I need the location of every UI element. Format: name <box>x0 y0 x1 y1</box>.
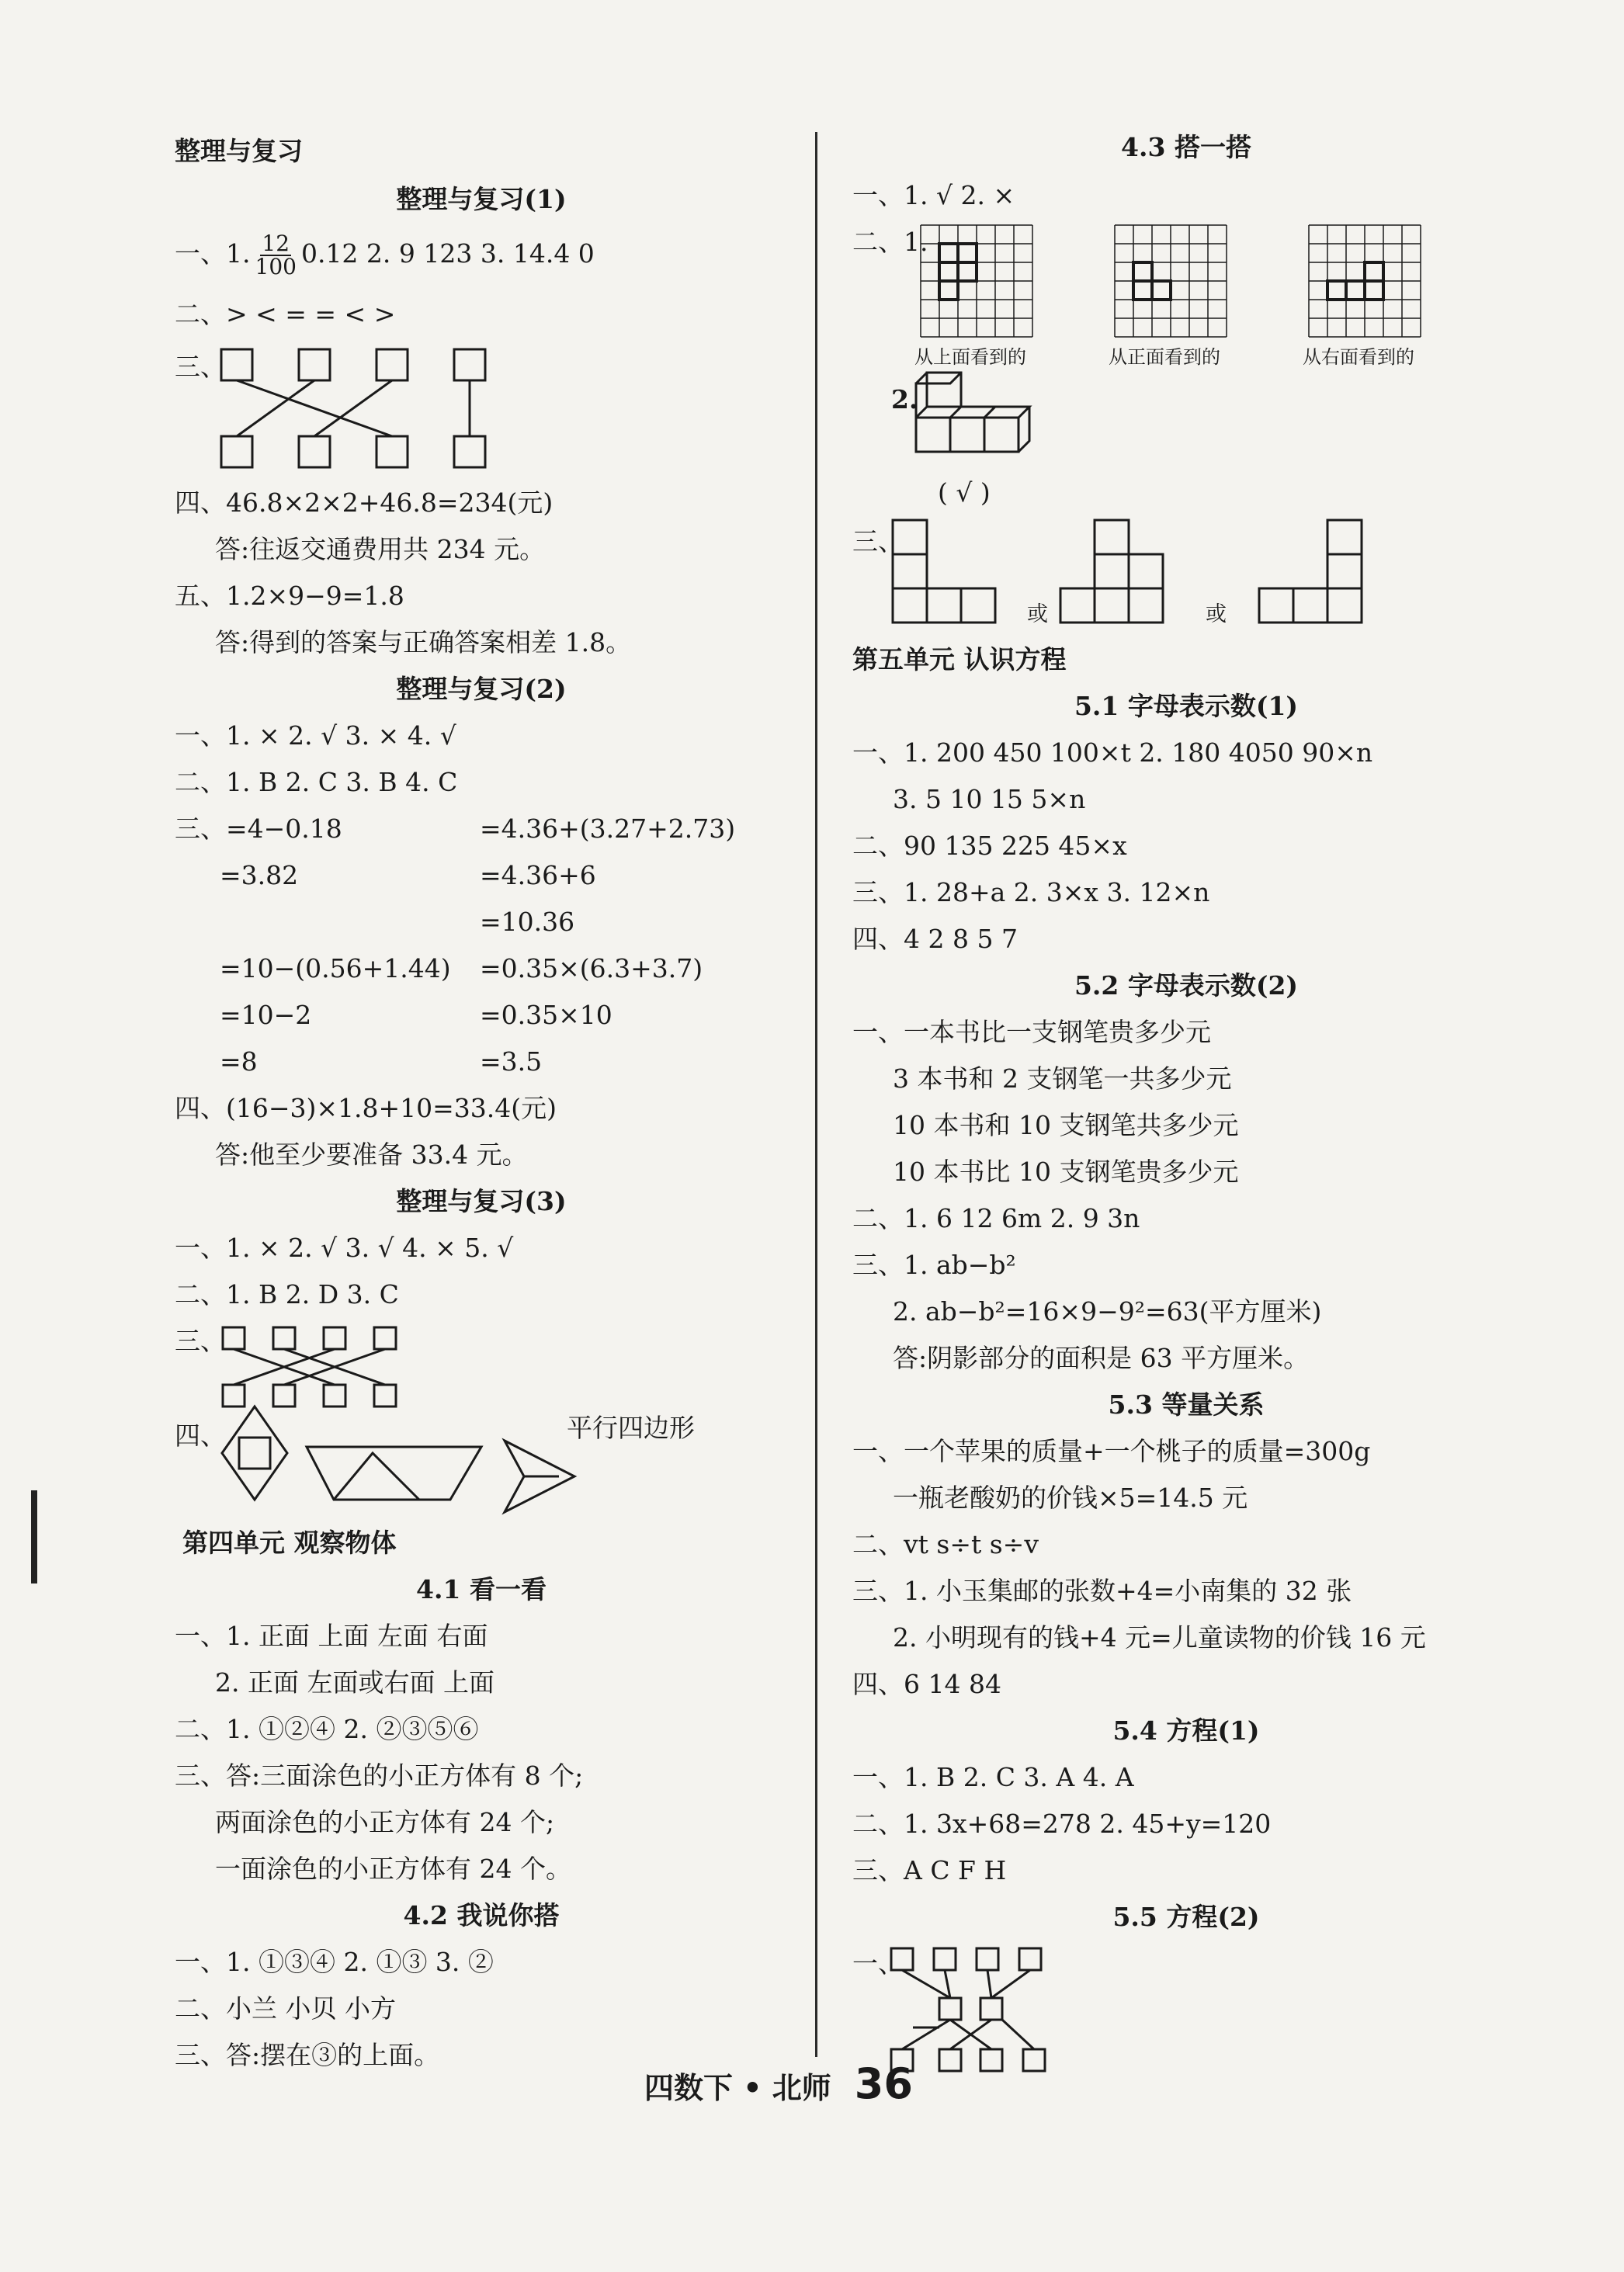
review-2-q1: 一、1. × 2. √ 3. × 4. √ <box>175 720 456 751</box>
section-4-3-title: 4.3 搭一搭 <box>1121 132 1251 162</box>
shapes-diagram <box>217 1407 574 1531</box>
section-5-3-q3b: 2. 小明现有的钱+4 元=儿童读物的价钱 16 元 <box>893 1622 1426 1653</box>
section-5-2-q3c: 答:阴影部分的面积是 63 平方厘米。 <box>893 1343 1310 1373</box>
grid-view-right <box>1309 225 1421 337</box>
review-3-title: 整理与复习(3) <box>396 1186 567 1216</box>
section-5-2-q1d: 10 本书比 10 支钢笔贵多少元 <box>893 1157 1239 1187</box>
section-title: 整理与复习 <box>175 136 303 166</box>
section-5-3-q1b: 一瓶老酸奶的价钱×5=14.5 元 <box>893 1483 1248 1513</box>
section-5-1-q2: 二、90 135 225 45×x <box>852 831 1127 861</box>
section-5-2-q2: 二、1. 6 12 6m 2. 9 3n <box>852 1203 1140 1233</box>
review-1-q4-answer: 答:往返交通费用共 234 元。 <box>215 534 546 564</box>
cube-stack-figure <box>916 387 1071 472</box>
review-2-q3-d2: =0.35×10 <box>480 1000 612 1030</box>
matching-diagram-1 <box>221 349 532 473</box>
grid-label-right: 从右面看到的 <box>1303 346 1414 368</box>
section-4-1-q3c: 一面涂色的小正方体有 24 个。 <box>215 1854 571 1884</box>
section-5-5-title: 5.5 方程(2) <box>1112 1902 1260 1932</box>
section-5-3-title: 5.3 等量关系 <box>1108 1389 1265 1420</box>
section-4-3-q1: 一、1. √ 2. × <box>852 180 1015 210</box>
review-2-q3-d1: =0.35×(6.3+3.7) <box>480 953 703 983</box>
section-4-2-q2: 二、小兰 小贝 小方 <box>175 1993 396 2024</box>
section-4-1-q1a: 一、1. 正面 上面 左面 右面 <box>175 1621 488 1651</box>
section-5-2-q1c: 10 本书和 10 支钢笔共多少元 <box>893 1110 1239 1140</box>
review-2-q3-b3: =10.36 <box>480 907 575 937</box>
section-4-1-title: 4.1 看一看 <box>416 1574 547 1604</box>
parallelogram-label: 平行四边形 <box>567 1413 695 1443</box>
review-2-q4-answer: 答:他至少要准备 33.4 元。 <box>215 1139 528 1170</box>
review-1-q3: 三、 <box>175 352 226 382</box>
section-5-3-q3a: 三、1. 小玉集邮的张数+4=小南集的 32 张 <box>852 1576 1352 1606</box>
review-1-q4: 四、46.8×2×2+46.8=234(元) <box>175 487 553 518</box>
section-5-2-q3a: 三、1. ab−b² <box>852 1250 1016 1280</box>
or-label-2: 或 <box>1206 602 1227 626</box>
section-5-1-q1a: 一、1. 200 450 100×t 2. 180 4050 90×n <box>852 737 1373 768</box>
review-3-q2: 二、1. B 2. D 3. C <box>175 1279 399 1309</box>
section-4-1-q1b: 2. 正面 左面或右面 上面 <box>215 1667 494 1698</box>
review-2-q3-a2: =3.82 <box>220 860 299 890</box>
review-2-q4: 四、(16−3)×1.8+10=33.4(元) <box>175 1093 557 1123</box>
unit-4-title: 第四单元 观察物体 <box>182 1528 397 1558</box>
section-5-2-q1a: 一、一本书比一支钢笔贵多少元 <box>852 1017 1211 1047</box>
matching-diagram-2 <box>223 1327 440 1413</box>
section-4-2-q3: 三、答:摆在③的上面。 <box>175 2040 440 2070</box>
section-4-3-q3: 三、 <box>852 526 904 557</box>
section-4-3-q2: 二、1. <box>852 227 928 257</box>
section-4-2-q1: 一、1. ①③④ 2. ①③ 3. ② <box>175 1947 494 1977</box>
section-5-1-q4: 四、4 2 8 5 7 <box>852 924 1018 954</box>
section-5-2-title: 5.2 字母表示数(2) <box>1074 970 1299 1001</box>
or-label-1: 或 <box>1027 602 1048 626</box>
review-3-q4: 四、 <box>175 1420 226 1451</box>
review-1-q5: 五、1.2×9−9=1.8 <box>175 581 404 611</box>
fraction: $\frac{12}{100}$ <box>255 231 297 279</box>
page-number: 36 <box>854 2059 913 2108</box>
grid-view-front <box>1115 225 1227 337</box>
review-2-q3-b2: =4.36+6 <box>480 860 596 890</box>
review-1-q2: 二、> < = = < > <box>175 299 396 329</box>
review-2-q3-c1: =10−(0.56+1.44) <box>220 953 451 983</box>
section-4-1-q3a: 三、答:三面涂色的小正方体有 8 个; <box>175 1760 584 1791</box>
column-divider <box>815 132 817 2057</box>
grid-view-top <box>921 225 1032 337</box>
section-4-1-q3b: 两面涂色的小正方体有 24 个; <box>215 1807 555 1837</box>
section-5-3-q1a: 一、一个苹果的质量+一个桃子的质量=300g <box>852 1436 1371 1466</box>
section-5-4-q1: 一、1. B 2. C 3. A 4. A <box>852 1762 1134 1792</box>
review-2-q2: 二、1. B 2. C 3. B 4. C <box>175 767 458 797</box>
review-1-title: 整理与复习(1) <box>396 184 567 214</box>
scan-artifact <box>31 1490 37 1583</box>
grid-label-top: 从上面看到的 <box>914 346 1026 368</box>
section-4-1-q2: 二、1. ①②④ 2. ②③⑤⑥ <box>175 1714 479 1744</box>
review-2-q3-b1: =4.36+(3.27+2.73) <box>480 813 736 844</box>
section-5-1-q1b: 3. 5 10 15 5×n <box>893 784 1086 814</box>
section-5-2-q3b: 2. ab−b²=16×9−9²=63(平方厘米) <box>893 1296 1322 1327</box>
section-5-5-q1: 一、 <box>852 1948 904 1979</box>
review-2-q3-c3: =8 <box>220 1046 258 1077</box>
review-3-q3: 三、 <box>175 1326 226 1356</box>
view-shapes <box>893 520 1436 621</box>
section-5-4-q3: 三、A C F H <box>852 1855 1007 1885</box>
review-2-q3-d3: =3.5 <box>480 1046 543 1077</box>
section-5-1-title: 5.1 字母表示数(1) <box>1074 691 1299 721</box>
review-2-q3-c2: =10−2 <box>220 1000 312 1030</box>
section-5-1-q3: 三、1. 28+a 2. 3×x 3. 12×n <box>852 877 1210 907</box>
review-3-q1: 一、1. × 2. √ 3. √ 4. × 5. √ <box>175 1233 514 1263</box>
review-2-title: 整理与复习(2) <box>396 674 567 704</box>
section-5-4-title: 5.4 方程(1) <box>1112 1715 1260 1746</box>
footer-label: 四数下 • 北师 <box>644 2070 831 2105</box>
matching-diagram-3 <box>891 1948 1109 2088</box>
section-4-2-title: 4.2 我说你搭 <box>403 1900 560 1930</box>
grid-label-front: 从正面看到的 <box>1109 346 1220 368</box>
section-5-4-q2: 二、1. 3x+68=278 2. 45+y=120 <box>852 1809 1272 1839</box>
review-2-q3-a1: 三、=4−0.18 <box>175 813 342 844</box>
section-5-3-q4: 四、6 14 84 <box>852 1669 1001 1699</box>
review-1-q5-answer: 答:得到的答案与正确答案相差 1.8。 <box>215 627 632 657</box>
section-5-2-q1b: 3 本书和 2 支钢笔一共多少元 <box>893 1063 1232 1094</box>
page-footer <box>644 2059 913 2108</box>
review-1-q1: 一、1. $\frac{12}{100}$ 0.12 2. 9 123 3. 14.4 0 <box>175 231 595 279</box>
section-4-3-q2-2: 2. <box>891 384 918 415</box>
section-5-3-q2: 二、vt s÷t s÷v <box>852 1529 1039 1559</box>
unit-5-title: 第五单元 认识方程 <box>852 644 1067 675</box>
section-4-3-check: ( √ ) <box>938 477 991 508</box>
